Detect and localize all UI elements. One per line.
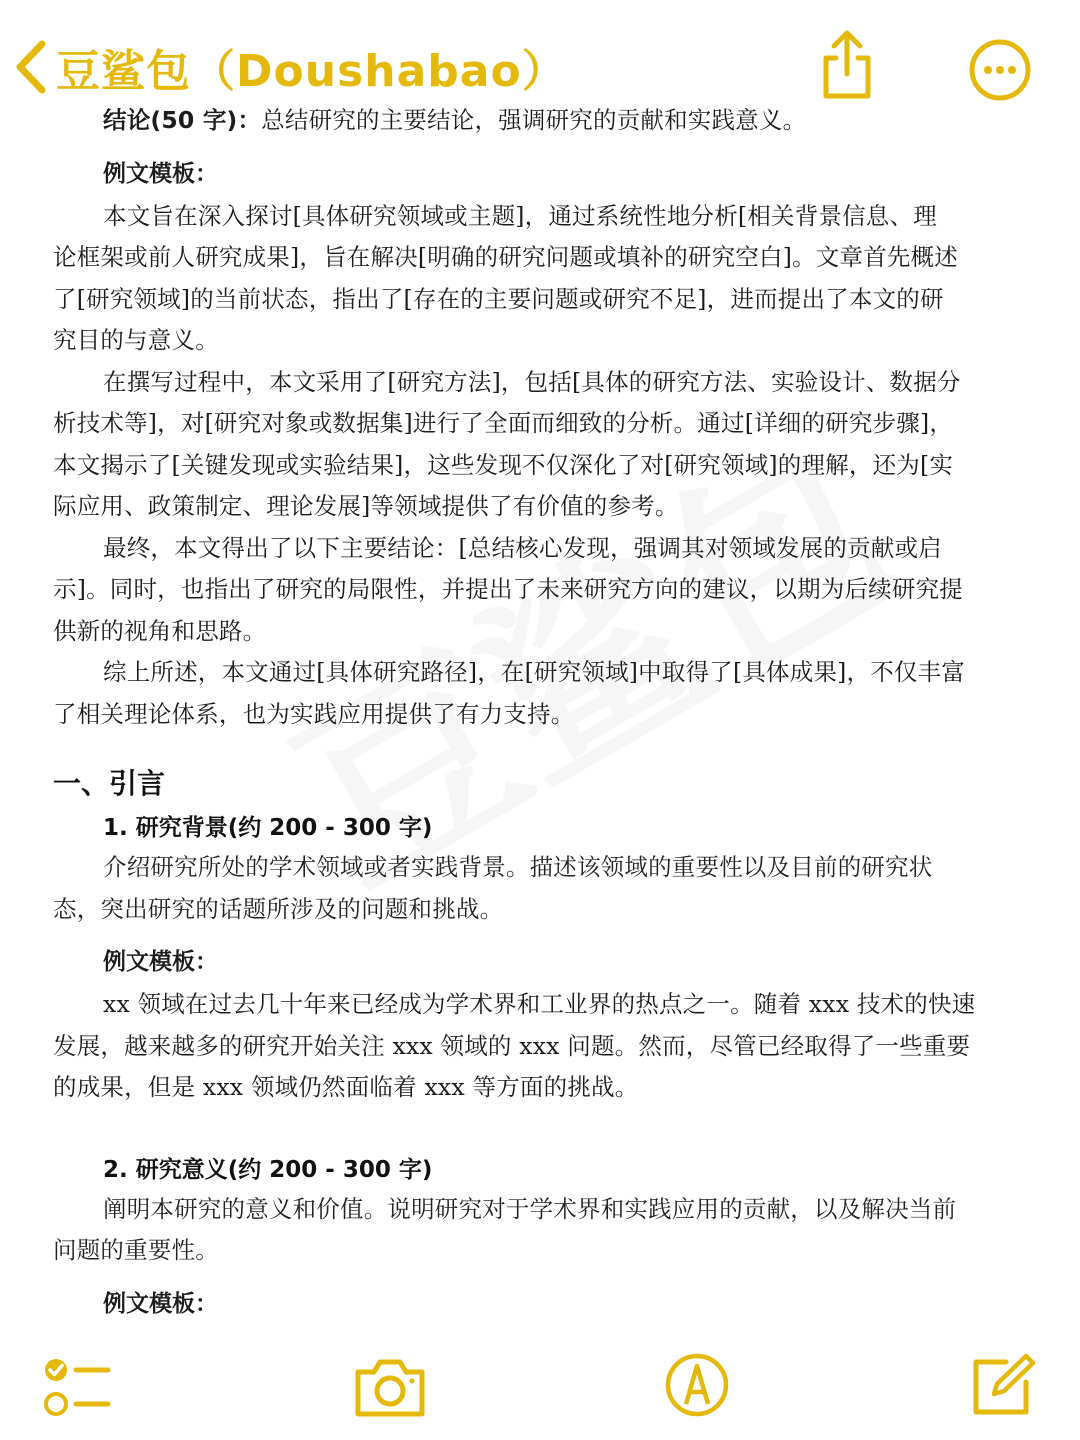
subsection-heading-significance: 2. 研究意义(约 200 - 300 字) (103, 1156, 433, 1183)
share-icon (814, 28, 880, 104)
back-button[interactable] (14, 32, 567, 102)
paragraph-line: 在撰写过程中，本文采用了[研究方法]，包括[具体的研究方法、实验设计、数据分 (103, 367, 961, 396)
paragraph-line: 际应用、政策制定、理论发展]等领域提供了有价值的参考。 (53, 492, 679, 520)
template-label: 例文模板： (103, 949, 218, 975)
paragraph-line: 论框架或前人研究成果]，旨在解决[明确的研究问题或填补的研究空白]。文章首先概述 (53, 243, 959, 271)
template-label: 例文模板： (103, 1290, 218, 1317)
paragraph-line: 本文揭示了[关键发现或实验结果]，这些发现不仅深化了对[研究领域]的理解，还为[实 (53, 450, 954, 479)
markup-button[interactable] (664, 1352, 730, 1418)
compose-button[interactable] (966, 1350, 1038, 1422)
chevron-left-icon (14, 40, 48, 94)
more-icon (968, 38, 1032, 102)
paragraph-line: 阐明本研究的意义和价值。说明研究对于学术界和实践应用的贡献，以及解决当前 (103, 1194, 957, 1223)
conclusion-text: 总结研究的主要结论，强调研究的贡献和实践意义。 (261, 106, 807, 134)
checklist-button[interactable] (40, 1354, 112, 1420)
paragraph-line: 发展，越来越多的研究开始关注 xxx 领域的 xxx 问题。然而，尽管已经取得了一些重要 (53, 1031, 971, 1060)
camera-icon (350, 1354, 430, 1420)
paragraph-line: 综上所述，本文通过[具体研究路径]，在[研究领域]中取得了[具体成果]，不仅丰富 (103, 658, 966, 686)
abstract-example (53, 196, 1033, 736)
conclusion-label: 结论(50 字)： (103, 106, 262, 134)
top-nav-bar (0, 0, 1080, 110)
paragraph-line: 示]。同时，也指出了研究的局限性，并提出了未来研究方向的建议，以期为后续研究提 (53, 575, 963, 603)
paragraph-line: 究目的与意义。 (53, 326, 219, 354)
note-content[interactable] (53, 100, 1033, 1326)
paragraph-line: 态，突出研究的话题所涉及的问题和挑战。 (53, 894, 504, 923)
bottom-toolbar (0, 1340, 1080, 1440)
camera-button[interactable] (350, 1354, 430, 1420)
markup-pen-icon (664, 1352, 730, 1418)
back-title: 豆鲨包（Doushabao） (56, 46, 567, 97)
share-button[interactable] (814, 28, 880, 104)
compose-icon (966, 1350, 1038, 1422)
paragraph-line: 了相关理论体系，也为实践应用提供了有力支持。 (53, 699, 575, 728)
paragraph-line: 了[研究领域]的当前状态，指出了[存在的主要问题或研究不足]，进而提出了本文的研 (53, 284, 944, 313)
paragraph-line: 析技术等]，对[研究对象或数据集]进行了全面而细致的分析。通过[详细的研究步骤]， (53, 409, 954, 437)
conclusion-line (53, 100, 1033, 142)
subsection-heading-background: 1. 研究背景(约 200 - 300 字) (103, 815, 433, 841)
template-label: 例文模板： (103, 160, 218, 187)
paragraph-line: 介绍研究所处的学术领域或者实践背景。描述该领域的重要性以及目前的研究状 (103, 853, 933, 881)
section-heading-intro: 一、引言 (53, 767, 166, 800)
checklist-icon (40, 1354, 112, 1420)
paragraph-line: 最终，本文得出了以下主要结论：[总结核心发现，强调其对领域发展的贡献或启 (103, 533, 942, 562)
paragraph-line: 的成果，但是 xxx 领域仍然面临着 xxx 等方面的挑战。 (53, 1073, 639, 1101)
more-button[interactable] (968, 38, 1032, 102)
paragraph-line: 本文旨在深入探讨[具体研究领域或主题]，通过系统性地分析[相关背景信息、理 (103, 201, 937, 230)
paragraph-line: 问题的重要性。 (53, 1236, 219, 1264)
paragraph-line: 供新的视角和思路。 (53, 616, 267, 645)
paragraph-line: xx 领域在过去几十年来已经成为学术界和工业界的热点之一。随着 xxx 技术的快速 (103, 990, 976, 1018)
